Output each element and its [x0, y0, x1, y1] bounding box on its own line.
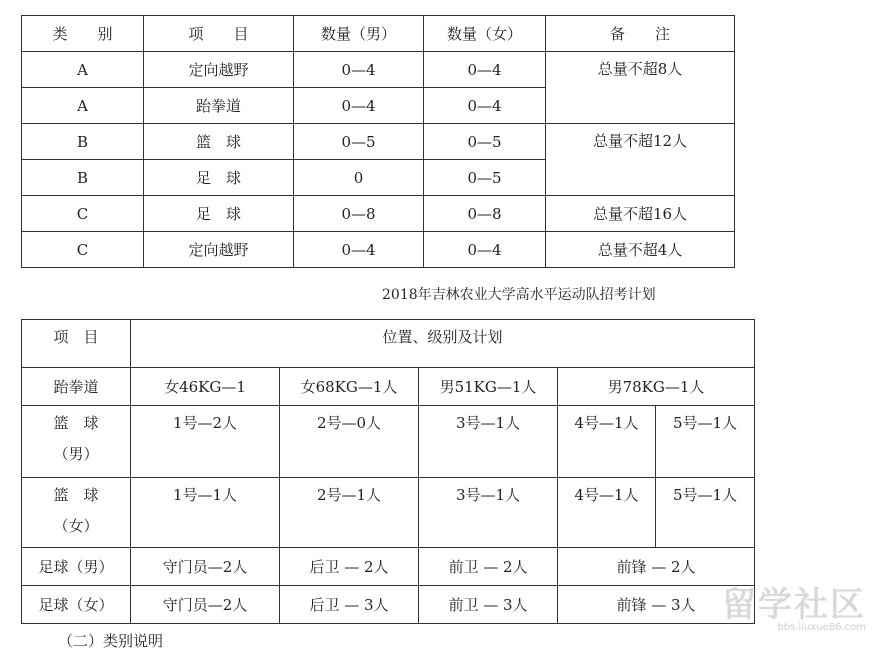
plan-cell: 4号—1人 — [558, 406, 656, 478]
female-count-cell: 0—4 — [424, 88, 546, 124]
header-female-count: 数量（女） — [424, 16, 546, 52]
plan-cell: 女46KG—1 — [131, 368, 280, 406]
table-row — [22, 124, 735, 160]
header-category: 类 别 — [22, 16, 144, 52]
plan-cell: 后卫 — 3人 — [280, 586, 419, 624]
table-row — [22, 196, 735, 232]
watermark-url: bbs.liuxue86.com — [777, 622, 866, 633]
plan-cell: 前卫 — 2人 — [419, 548, 558, 586]
plan-cell: 守门员—2人 — [131, 548, 280, 586]
category-cell: B — [22, 160, 144, 196]
quota-header-row — [22, 16, 735, 52]
table-row — [22, 232, 735, 268]
plan-cell: 4号—1人 — [558, 478, 656, 548]
male-count-cell: 0—5 — [294, 124, 424, 160]
note-cell: 总量不超8人 — [546, 52, 735, 124]
row-label: 足球（女） — [22, 586, 131, 624]
plan-cell: 前锋 — 3人 — [558, 586, 755, 624]
female-count-cell: 0—8 — [424, 196, 546, 232]
note-cell: 总量不超4人 — [546, 232, 735, 268]
table-row — [22, 548, 755, 586]
row-label-line: 篮 球 — [53, 414, 99, 432]
row-label: 足球（男） — [22, 548, 131, 586]
plan-cell: 3号—1人 — [419, 478, 558, 548]
item-cell: 定向越野 — [144, 52, 294, 88]
plan-cell: 男78KG—1人 — [558, 368, 755, 406]
plan-cell: 前锋 — 2人 — [558, 548, 755, 586]
note-cell: 总量不超12人 — [546, 124, 735, 196]
plan-cell: 3号—1人 — [419, 406, 558, 478]
watermark — [722, 577, 866, 633]
header-notes: 备 注 — [546, 16, 735, 52]
note-cell: 总量不超16人 — [546, 196, 735, 232]
female-count-cell: 0—5 — [424, 124, 546, 160]
row-label: 跆拳道 — [22, 368, 131, 406]
item-cell: 定向越野 — [144, 232, 294, 268]
header-item: 项 目 — [144, 16, 294, 52]
row-label-line: （男） — [53, 445, 99, 463]
row-label — [22, 478, 131, 548]
plan-cell: 1号—1人 — [131, 478, 280, 548]
category-cell: A — [22, 52, 144, 88]
plan-cell: 后卫 — 2人 — [280, 548, 419, 586]
table-row — [22, 368, 755, 406]
item-cell: 篮 球 — [144, 124, 294, 160]
category-cell: B — [22, 124, 144, 160]
row-label-line: 篮 球 — [53, 486, 99, 504]
plan-cell: 前卫 — 3人 — [419, 586, 558, 624]
female-count-cell: 0—4 — [424, 232, 546, 268]
section-heading: （二）类别说明 — [58, 632, 164, 650]
table-row — [22, 406, 755, 478]
category-cell: C — [22, 196, 144, 232]
plan-cell: 2号—0人 — [280, 406, 419, 478]
item-cell: 足 球 — [144, 160, 294, 196]
header-plan: 位置、级别及计划 — [131, 320, 755, 368]
watermark-logo-text: 留学社区 — [722, 585, 866, 625]
plan-cell: 女68KG—1人 — [280, 368, 419, 406]
male-count-cell: 0 — [294, 160, 424, 196]
row-label-line: （女） — [53, 517, 99, 535]
male-count-cell: 0—8 — [294, 196, 424, 232]
category-cell: A — [22, 88, 144, 124]
item-cell: 足 球 — [144, 196, 294, 232]
plan-table — [21, 319, 755, 624]
male-count-cell: 0—4 — [294, 88, 424, 124]
female-count-cell: 0—4 — [424, 52, 546, 88]
plan-cell: 5号—1人 — [656, 406, 755, 478]
male-count-cell: 0—4 — [294, 232, 424, 268]
plan-header-row — [22, 320, 755, 368]
quota-table — [21, 15, 735, 268]
male-count-cell: 0—4 — [294, 52, 424, 88]
header-male-count: 数量（男） — [294, 16, 424, 52]
plan-cell: 2号—1人 — [280, 478, 419, 548]
plan-cell: 男51KG—1人 — [419, 368, 558, 406]
row-label — [22, 406, 131, 478]
plan-cell: 5号—1人 — [656, 478, 755, 548]
table-row — [22, 478, 755, 548]
plan-cell: 1号—2人 — [131, 406, 280, 478]
header-item: 项 目 — [22, 320, 131, 368]
female-count-cell: 0—5 — [424, 160, 546, 196]
plan-cell: 守门员—2人 — [131, 586, 280, 624]
table-row — [22, 52, 735, 88]
plan-caption: 2018年吉林农业大学高水平运动队招考计划 — [382, 287, 656, 303]
category-cell: C — [22, 232, 144, 268]
item-cell: 跆拳道 — [144, 88, 294, 124]
table-row — [22, 586, 755, 624]
